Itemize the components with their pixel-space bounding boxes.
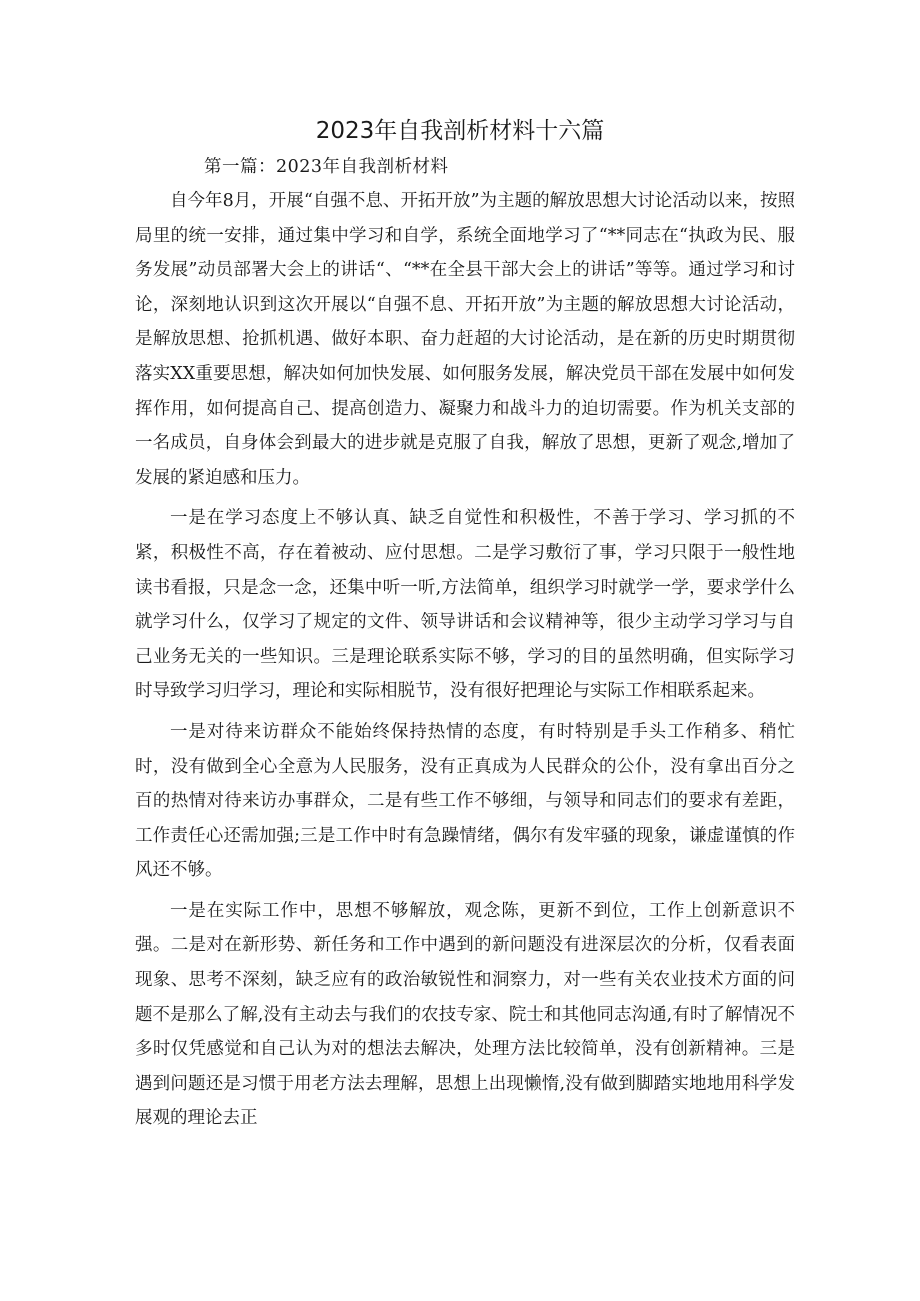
document-subtitle: 第一篇：2023年自我剖析材料 <box>204 157 449 177</box>
paragraph-2: 一是在学习态度上不够认真、缺乏自觉性和积极性，不善于学习、学习抓的不紧，积极性不高，存在着被动、应付思想。二是学习敷衍了事，学习只限于一般性地读书看报，只是念一念，还集中听一听,方法简单，组织学习时就学一学，要求学什么就学习什么，仅学习了规定的文件、领导讲话和会议精神等，很少主动学习学习与自己业务无关的一些知识。三是理论联系实际不够，学习的目的虽然明确，但实际学习时导致学习归学习，理论和实际相脱节，没有很好把理论与实际工作相联系起来。 <box>135 508 795 702</box>
paragraph-3: 一是对待来访群众不能始终保持热情的态度，有时特别是手头工作稍多、稍忙时，没有做到全心全意为人民服务，没有正真成为人民群众的公仆，没有拿出百分之百的热情对待来访办事群众，二是有些工作不够细，与领导和同志们的要求有差距，工作责任心还需加强;三是工作中时有急躁情绪，偶尔有发牢骚的现象，谦虚谨慎的作风还不够。 <box>135 721 795 881</box>
paragraph-4: 一是在实际工作中，思想不够解放，观念陈，更新不到位，工作上创新意识不强。二是对在新形势、新任务和工作中遇到的新问题没有进深层次的分析，仅看表面现象、思考不深刻，缺乏应有的政治敏锐性和洞察力，对一些有关农业技术方面的问题不是那么了解,没有主动去与我们的农技专家、院士和其他同志沟通,有时了解情况不多时仅凭感觉和自己认为对的想法去解决，处理方法比较简单，没有创新精神。三是遇到问题还是习惯于用老方法去理解，思想上出现懒惰,没有做到脚踏实地地用科学发展观的理论去正 <box>135 900 795 1129</box>
document-title: 2023年自我剖析材料十六篇 <box>315 118 605 144</box>
paragraph-1: 自今年8月，开展“自强不息、开拓开放”为主题的解放思想大讨论活动以来，按照局里的统一安排，通过集中学习和自学，系统全面地学习了“**同志在“执政为民、服务发展”动员部署大会上的讲话“、“**在全县干部大会上的讲话”等等。通过学习和讨论，深刻地认识到这次开展以“自强不息、开拓开放”为主题的解放思想大讨论活动，是解放思想、抢抓机遇、做好本职、奋力赶超的大讨论活动，是在新的历史时期贯彻落实XX重要思想，解决如何加快发展、如何服务发展，解决党员干部在发展中如何发挥作用，如何提高自己、提高创造力、凝聚力和战斗力的迫切需要。作为机关支部的一名成员，自身体会到最大的进步就是克服了自我，解放了思想，更新了观念,增加了发展的紧迫感和压力。 <box>135 191 795 488</box>
document-body <box>135 184 795 1142</box>
